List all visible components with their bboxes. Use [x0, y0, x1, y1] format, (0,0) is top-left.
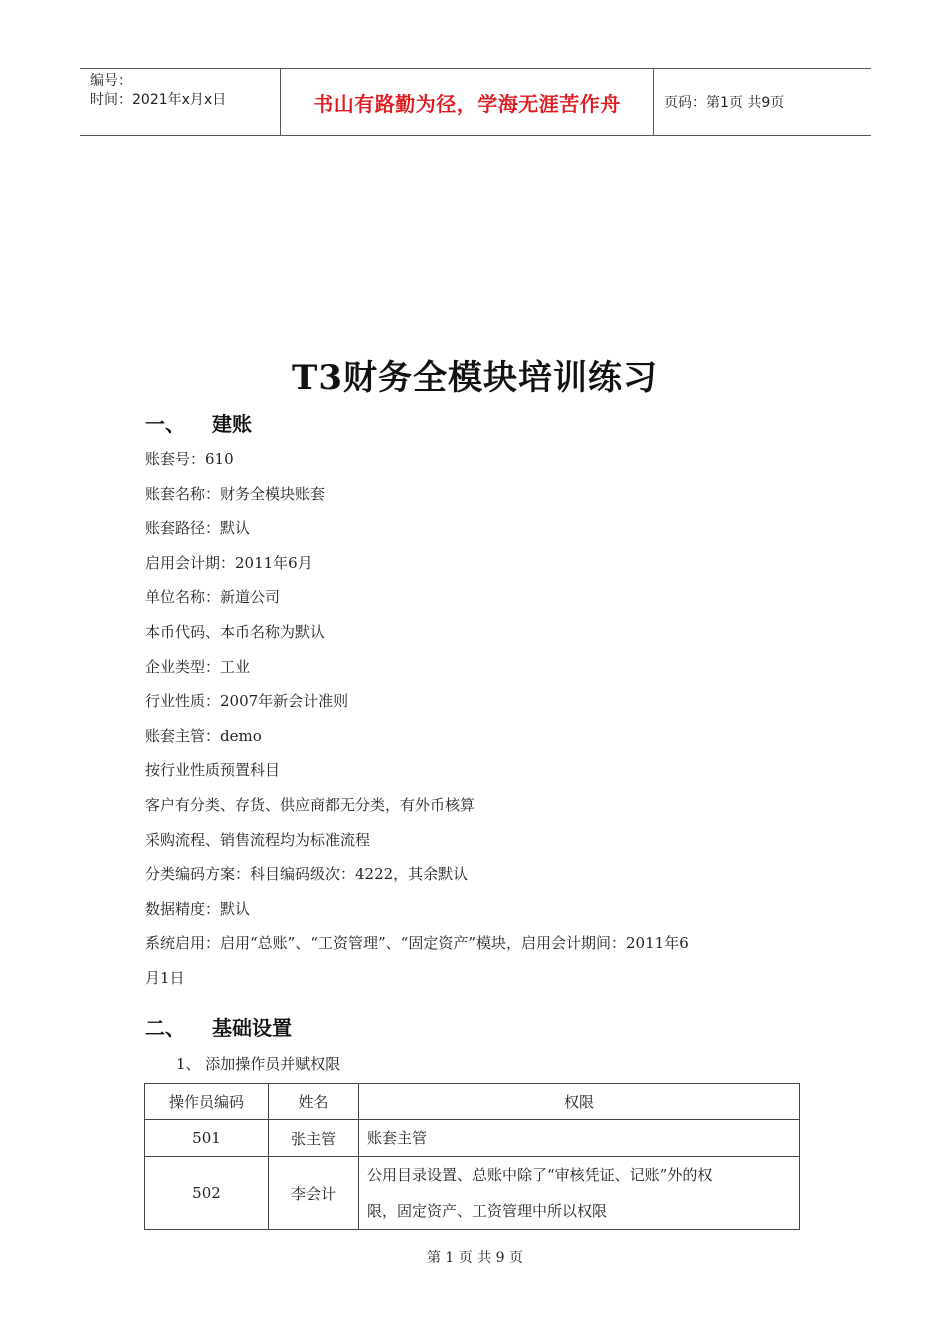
- table-header-row: [145, 1084, 800, 1120]
- header-number: 编号：: [90, 73, 132, 89]
- operator-permission: [359, 1120, 800, 1157]
- detail-line: 单位名称：新道公司: [145, 588, 281, 607]
- detail-line: 行业性质：2007年新会计准则: [145, 692, 349, 711]
- table-row: [145, 1157, 800, 1230]
- detail-line: 企业类型：工业: [145, 657, 251, 676]
- detail-line: 系统启用：启用“总账”、“工资管理”、“固定资产”模块，启用会计期间：2011年6: [145, 934, 689, 953]
- header-motto: 书山有路勤为径，学海无涯苦作舟: [281, 69, 654, 135]
- detail-line: 账套名称：财务全模块账套: [145, 484, 326, 503]
- header-date: 时间：2021年x月x日: [90, 92, 227, 108]
- header-page-info: 页码：第1页 共9页: [664, 95, 785, 111]
- detail-line: 账套路径：默认: [145, 519, 251, 538]
- operator-code: 502: [145, 1157, 269, 1230]
- detail-line: 账套主管：demo: [145, 726, 262, 745]
- permission-line: 账套主管: [367, 1129, 428, 1147]
- column-header: 权限: [359, 1084, 800, 1120]
- column-header: 操作员编码: [145, 1084, 269, 1120]
- detail-line: 采购流程、销售流程均为标准流程: [145, 830, 371, 849]
- detail-line: 分类编码方案：科目编码级次：4222，其余默认: [145, 865, 469, 884]
- detail-line: 客户有分类、存货、供应商都无分类，有外币核算: [145, 795, 476, 814]
- section-title: 建账: [212, 412, 252, 436]
- detail-line: 本币代码、本币名称为默认: [145, 622, 326, 641]
- operator-table: [144, 1083, 800, 1230]
- section-title: 基础设置: [212, 1016, 292, 1040]
- permission-line: 公用目录设置、总账中除了“审核凭证、记账”外的权: [367, 1166, 713, 1184]
- page-footer: 第 1 页 共 9 页: [426, 1250, 524, 1266]
- section-number: 二、: [145, 1016, 185, 1040]
- section-heading-1: [145, 408, 252, 437]
- detail-line: 数据精度：默认: [145, 899, 251, 918]
- setup-details: [145, 447, 815, 1001]
- detail-line: 账套号：610: [145, 450, 234, 468]
- detail-line: 启用会计期：2011年6月: [145, 553, 313, 572]
- operator-code: 501: [145, 1120, 269, 1157]
- section-number: 一、: [145, 412, 185, 436]
- page-header: [80, 68, 871, 136]
- detail-line: 按行业性质预置科目: [145, 761, 281, 780]
- permission-line: 限，固定资产、工资管理中所以权限: [367, 1202, 608, 1220]
- operator-permission: [359, 1157, 800, 1230]
- section-heading-2: [145, 1012, 292, 1041]
- table-row: [145, 1120, 800, 1157]
- document-title: T3财务全模块培训练习: [292, 358, 658, 398]
- detail-line: 月1日: [145, 968, 185, 987]
- header-meta: [80, 69, 281, 135]
- operator-name: 李会计: [269, 1157, 359, 1230]
- column-header: 姓名: [269, 1084, 359, 1120]
- sub-item-heading: 1、 添加操作员并赋权限: [176, 1055, 341, 1073]
- operator-name: 张主管: [269, 1120, 359, 1157]
